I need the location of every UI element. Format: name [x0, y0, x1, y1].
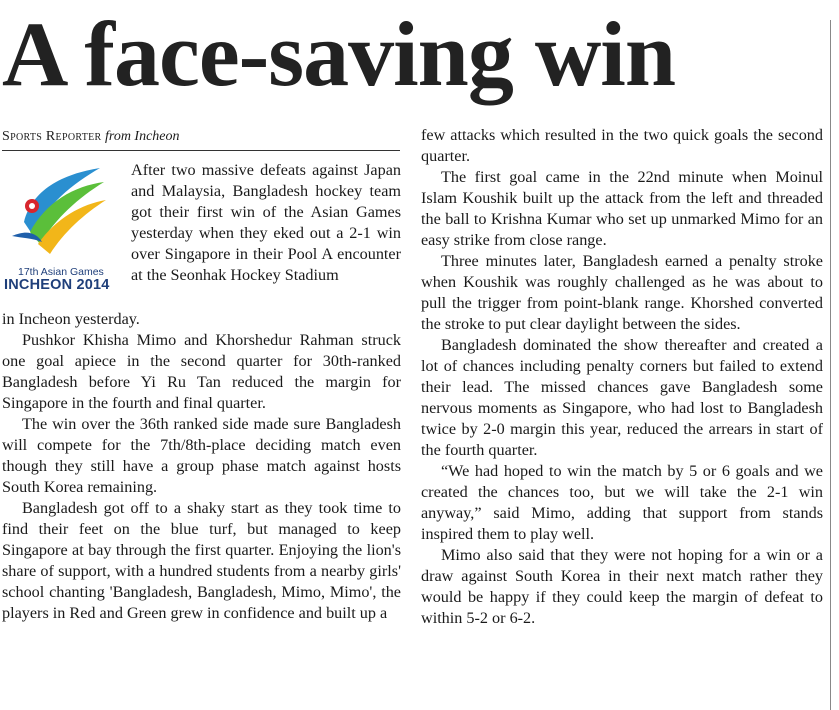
- paragraph: The first goal came in the 22nd minute when Moinul Islam Koushik built up the attack from the left and threaded the ball to Krishna Kumar who set up unmarked Mimo for an easy strike from close range.: [421, 168, 823, 249]
- paragraph: “We had hoped to win the match by 5 or 6 goals and we created the chances too, but we will take the 2-1 win anyway,” said Mimo, adding that support from stands inspired them to play well.: [421, 462, 823, 543]
- asian-games-emblem-icon: [2, 162, 122, 262]
- paragraph: Mimo also said that they were not hoping for a win or a draw against South Korea in their next match rather they would be happy if they could keep the margin of defeat to within 5-2 or 6-2.: [421, 546, 823, 627]
- byline: [2, 128, 400, 151]
- paragraph: Pushkor Khisha Mimo and Khorshedur Rahman struck one goal apiece in the second quarter for 30th-ranked Bangladesh before Yi Ru Tan reduced the margin for Singapore in the fourth and final quarter.: [2, 331, 401, 412]
- paragraph: in Incheon yesterday.: [2, 310, 140, 328]
- paragraph: The win over the 36th ranked side made sure Bangladesh will compete for the 7th/8th-place deciding match even though they still have a group phase match against hosts South Korea remaining.: [2, 415, 401, 496]
- byline-location: from Incheon: [105, 129, 180, 144]
- article-column-left: [2, 309, 401, 624]
- logo-caption-line1: 17th Asian Games: [18, 266, 104, 278]
- paragraph: Three minutes later, Bangladesh earned a penalty stroke when Koushik was roughly challenged as he was about to pull the trigger from point-blank range. Khorshed converted the stroke to put clear daylight between the sides.: [421, 252, 823, 333]
- article-intro: [131, 160, 401, 286]
- column-rule: [830, 20, 831, 710]
- byline-reporter: Sports Reporter: [2, 129, 102, 144]
- paragraph: few attacks which resulted in the two quick goals the second quarter.: [421, 126, 823, 165]
- headline: A face-saving win: [2, 3, 675, 105]
- paragraph: After two massive defeats against Japan and Malaysia, Bangladesh hockey team got their first win of the Asian Games yesterday when they eked out a 2-1 win over Singapore in their Pool A encounter at the Seonhak Hockey Stadium: [131, 161, 401, 284]
- paragraph: Bangladesh dominated the show thereafter and created a lot of chances including penalty corners but failed to extend their lead. The missed chances gave Bangladesh some nervous moments as Singapore, who had lost to Bangladesh twice by 2-0 margin this year, reduced the arrears in start of the fourth quarter.: [421, 336, 823, 459]
- logo-caption-line2: INCHEON 2014: [4, 277, 110, 293]
- paragraph: Bangladesh got off to a shaky start as they took time to find their feet on the blue turf, but managed to keep Singapore at bay through the first quarter. Enjoying the lion's share of support, with a hundred students from a nearby girls' school chanting 'Bangladesh, Bangladesh, Mimo, Mimo', the players in Red and Green grew in confidence and built up a: [2, 499, 401, 622]
- article-column-right: [421, 125, 823, 629]
